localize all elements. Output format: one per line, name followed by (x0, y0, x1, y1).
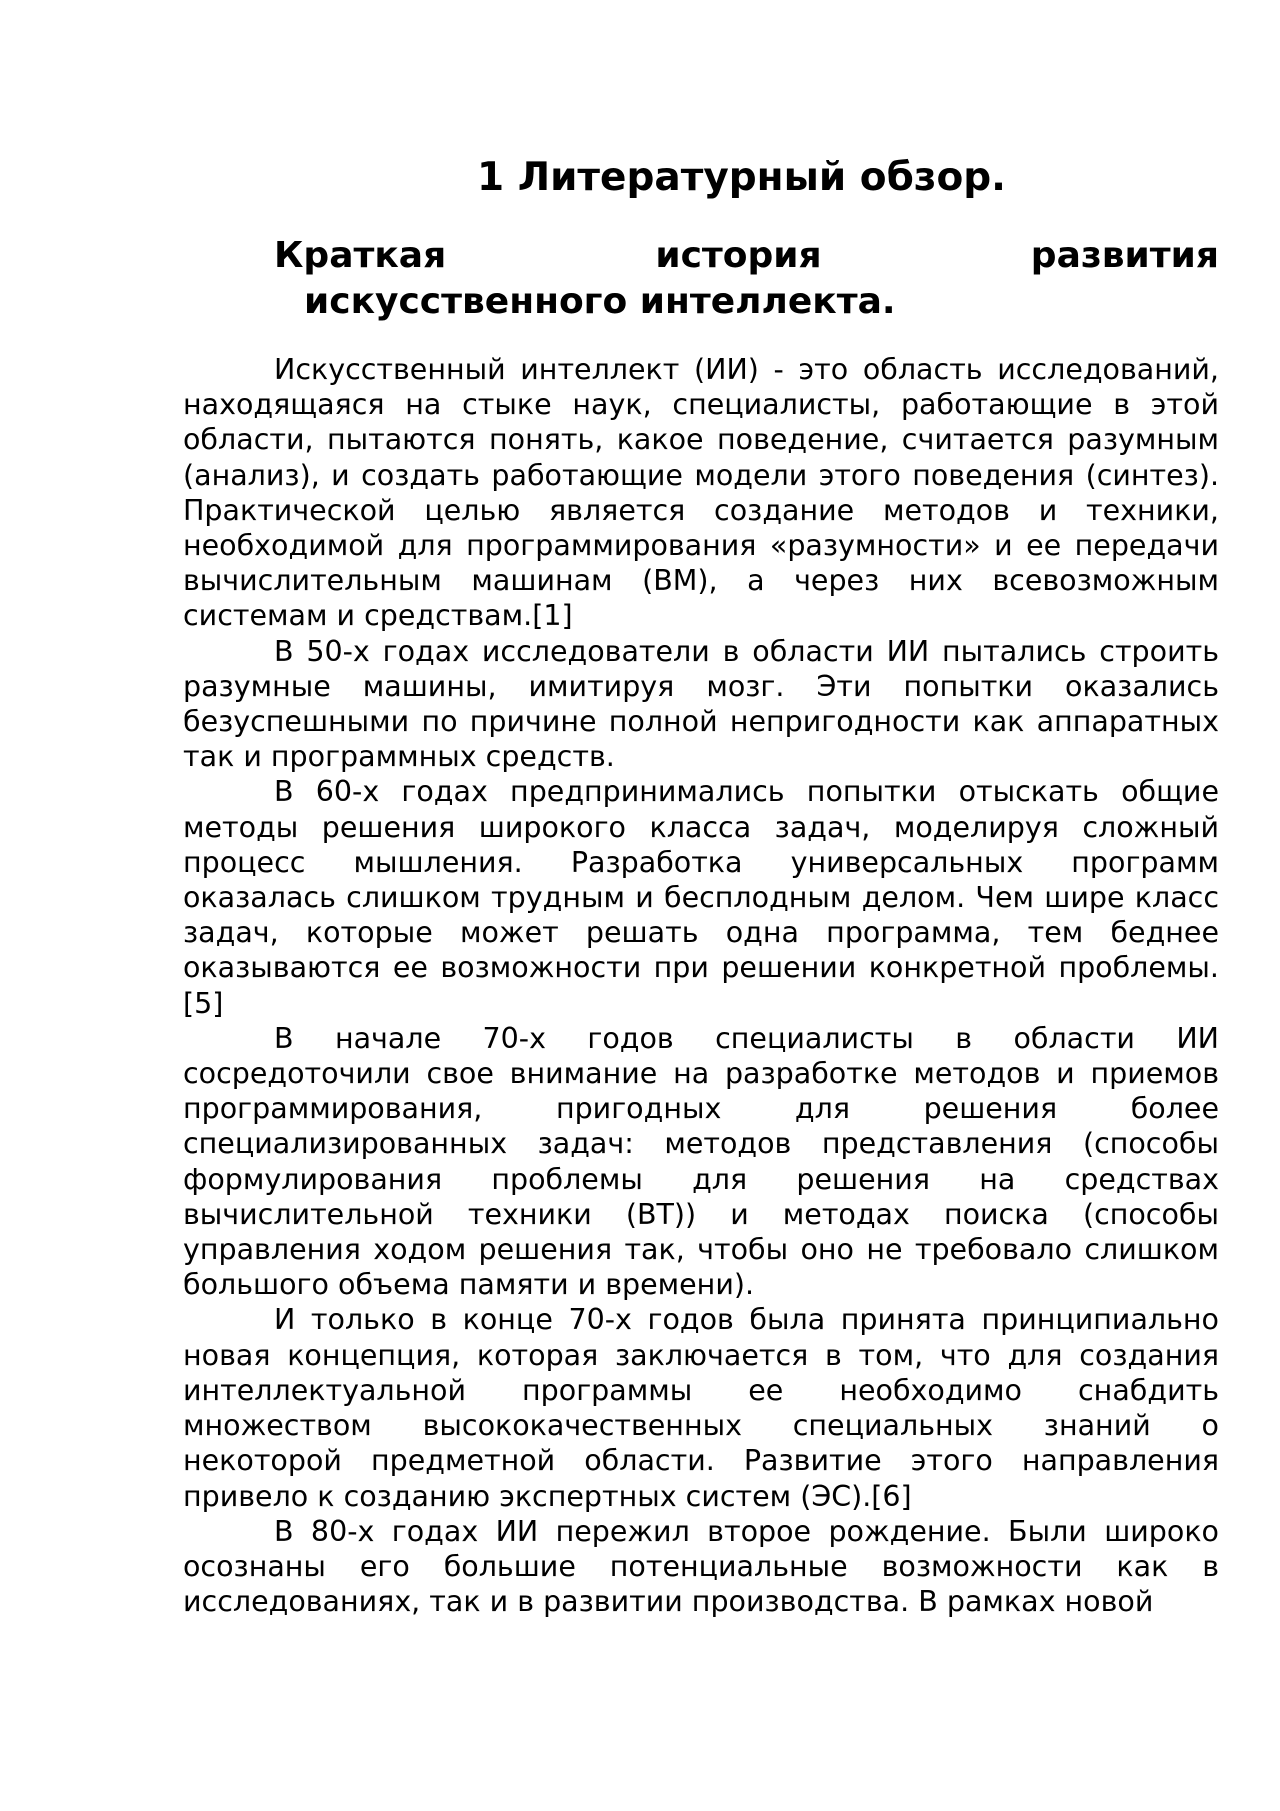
paragraph-1: Искусственный интеллект (ИИ) - это область исследований, находящаяся на стыке наук, специалисты, работающие в этой области, пытаются понять, какое поведение, считается разумным (анализ), и создать работающие модели этого поведения (синтез). Практической целью является создание методов и техники, необходимой для программирования «разумности» и ее передачи вычислительным машинам (ВМ), а через них всевозможным системам и средствам.[1] (183, 353, 1219, 633)
section-heading-line-1: Краткая история развития (274, 235, 1219, 276)
section-heading-line-2: искусственного интеллекта. (304, 281, 896, 322)
paragraph-4: В начале 70-х годов специалисты в области ИИ сосредоточили свое внимание на разработке методов и приемов программирования, пригодных для решения более специализированных задач: методов представления (способы формулирования проблемы для решения на средствах вычислительной техники (ВТ)) и методах поиска (способы управления ходом решения так, чтобы оно не требовало слишком большого объема памяти и времени). (183, 1021, 1219, 1302)
paragraph-2: В 50-х годах исследователи в области ИИ пытались строить разумные машины, имитируя мозг. Эти попытки оказались безуспешными по причине полной непригодности как аппаратных так и программных средств. (183, 634, 1219, 774)
paragraph-6: В 80-х годах ИИ пережил второе рождение. Были широко осознаны его большие потенциальные возможности как в исследованиях, так и в развитии производства. В рамках новой (183, 1514, 1219, 1619)
paragraph-5: И только в конце 70-х годов была принята принципиально новая концепция, которая заключается в том, что для создания интеллектуальной программы ее необходимо снабдить множеством высококачественных специальных знаний о некоторой предметной области. Развитие этого направления привело к созданию экспертных систем (ЭС).[6] (183, 1303, 1219, 1513)
section-heading (274, 233, 1219, 325)
chapter-heading: 1 Литературный обзор. (477, 155, 1006, 200)
paragraph-3: В 60-х годах предпринимались попытки отыскать общие методы решения широкого класса задач, моделируя сложный процесс мышления. Разработка универсальных программ оказалась слишком трудным и бесплодным делом. Чем шире класс задач, которые может решать одна программа, тем беднее оказываются ее возможности при решении конкретной проблемы.[5] (183, 775, 1219, 1020)
body-text (183, 352, 1219, 1619)
